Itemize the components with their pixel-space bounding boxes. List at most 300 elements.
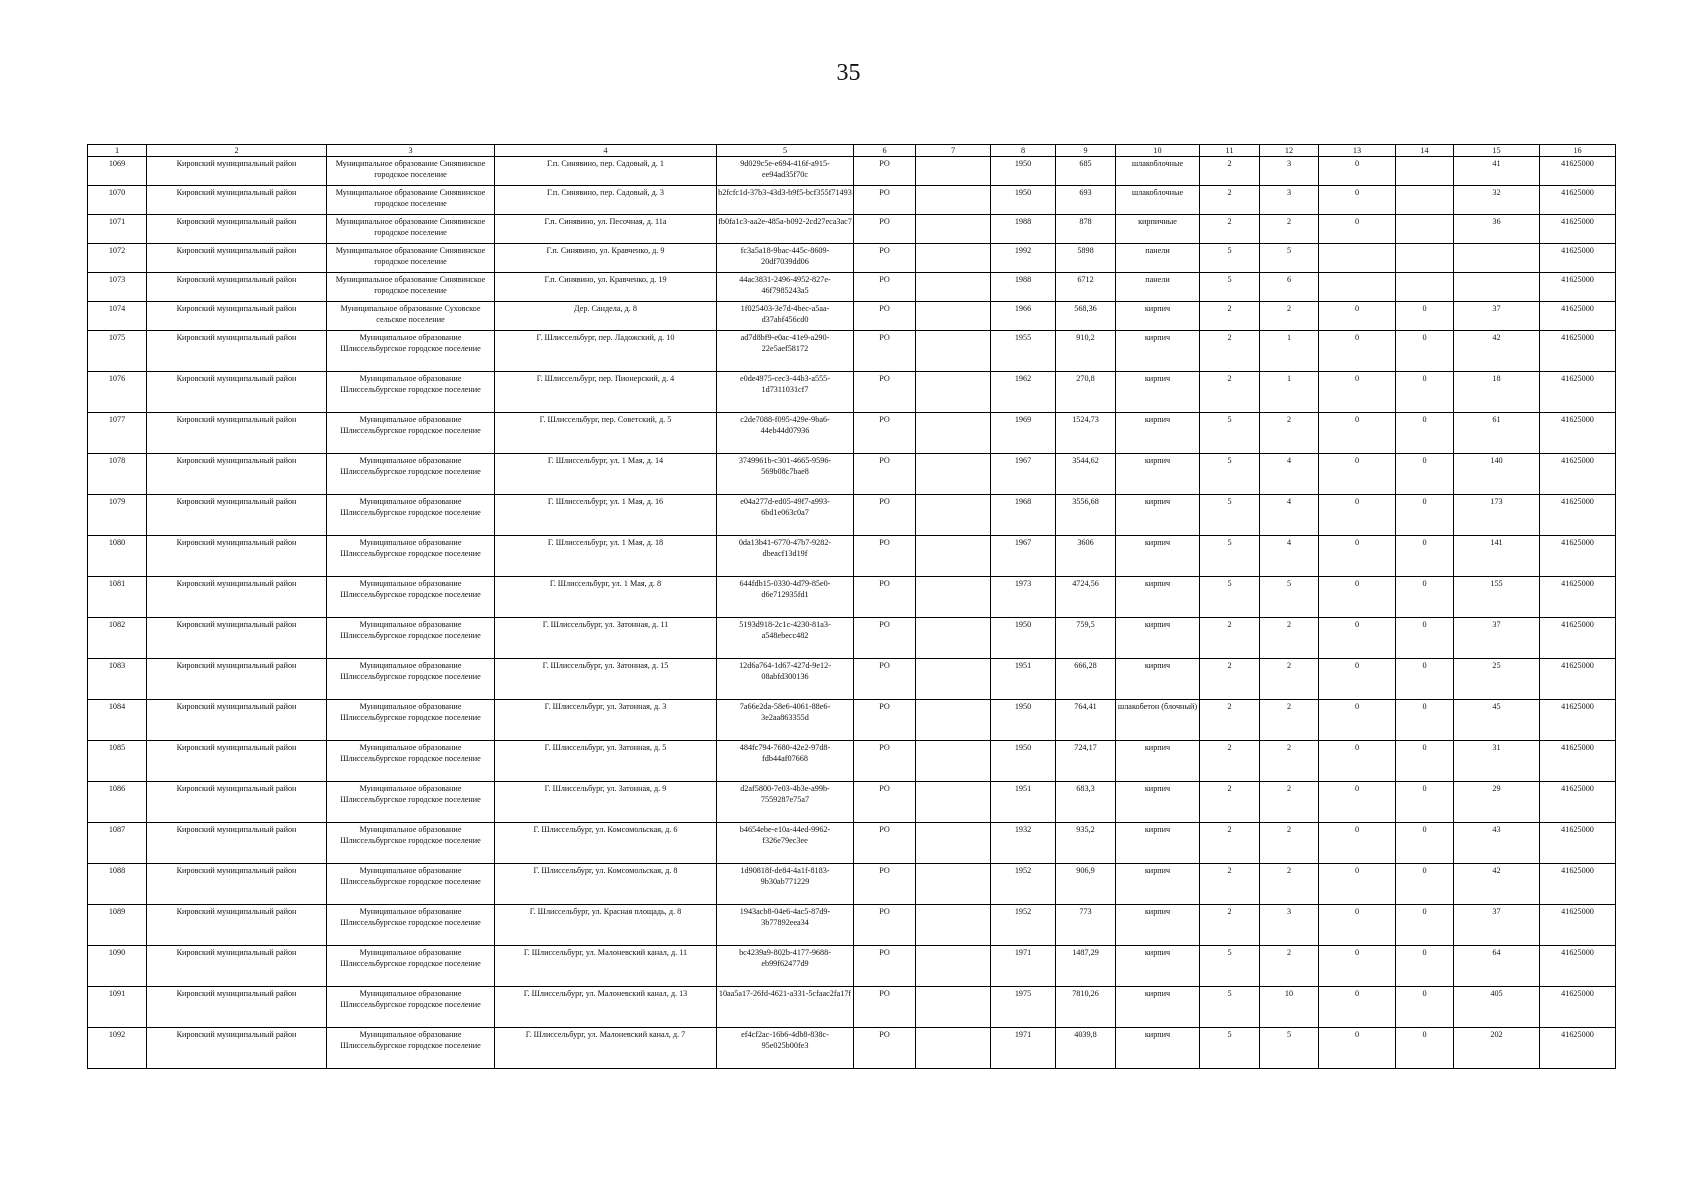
table-row [88,273,1616,302]
column-number-10: 10 [1116,145,1200,157]
table-row [88,302,1616,331]
column-number-7: 7 [916,145,991,157]
table-row [88,864,1616,905]
house-guid-cell: 5193d918-2c1c-4230-81a3-a548ebecc482 [717,618,854,659]
municipality-cell: Муниципальное образование Шлиссельбургское городское поселение [327,495,495,536]
oktmo-code-cell: 41625000 [1540,1028,1616,1069]
area-cell: 568,36 [1056,302,1116,331]
residents-cell: 155 [1454,577,1540,618]
municipality-cell: Муниципальное образование Шлиссельбургское городское поселение [327,782,495,823]
col-14-cell: 0 [1396,905,1454,946]
floors-cell: 5 [1200,1028,1260,1069]
entrances-cell: 2 [1260,823,1319,864]
oktmo-code-cell: 41625000 [1540,700,1616,741]
wall-material-cell: шлакобетон (блочный) [1116,700,1200,741]
area-cell: 685 [1056,157,1116,186]
district-cell: Кировский муниципальный район [147,618,327,659]
col-7-cell [916,215,991,244]
year-built-cell: 1967 [991,454,1056,495]
address-cell: Г. Шлиссельбург, пер. Ладожский, д. 10 [495,331,717,372]
column-number-16: 16 [1540,145,1616,157]
col-7-cell [916,618,991,659]
form-of-management-cell: РО [854,1028,916,1069]
table-row [88,905,1616,946]
col-7-cell [916,157,991,186]
col-13-cell: 0 [1319,946,1396,987]
col-14-cell [1396,244,1454,273]
form-of-management-cell: РО [854,741,916,782]
address-cell: Г. Шлиссельбург, ул. Затонная, д. 11 [495,618,717,659]
entrances-cell: 5 [1260,577,1319,618]
address-cell: Г. Шлиссельбург, ул. Малоневский канал, д. 11 [495,946,717,987]
form-of-management-cell: РО [854,823,916,864]
column-number-15: 15 [1454,145,1540,157]
floors-cell: 2 [1200,741,1260,782]
area-cell: 759,5 [1056,618,1116,659]
house-guid-cell: 12d6a764-1d67-427d-9e12-08abfd300136 [717,659,854,700]
floors-cell: 5 [1200,987,1260,1028]
entrances-cell: 2 [1260,618,1319,659]
column-number-13: 13 [1319,145,1396,157]
residents-cell: 405 [1454,987,1540,1028]
col-13-cell: 0 [1319,823,1396,864]
entrances-cell: 1 [1260,372,1319,413]
municipality-cell: Муниципальное образование Шлиссельбургское городское поселение [327,372,495,413]
area-cell: 7810,26 [1056,987,1116,1028]
district-cell: Кировский муниципальный район [147,413,327,454]
municipality-cell: Муниципальное образование Шлиссельбургское городское поселение [327,700,495,741]
municipality-cell: Муниципальное образование Шлиссельбургское городское поселение [327,946,495,987]
row-number-cell: 1079 [88,495,147,536]
table-row [88,946,1616,987]
year-built-cell: 1975 [991,987,1056,1028]
entrances-cell: 1 [1260,331,1319,372]
form-of-management-cell: РО [854,157,916,186]
floors-cell: 5 [1200,244,1260,273]
residents-cell: 64 [1454,946,1540,987]
row-number-cell: 1087 [88,823,147,864]
col-7-cell [916,454,991,495]
year-built-cell: 1988 [991,215,1056,244]
form-of-management-cell: РО [854,215,916,244]
entrances-cell: 5 [1260,1028,1319,1069]
form-of-management-cell: РО [854,864,916,905]
entrances-cell: 2 [1260,413,1319,454]
entrances-cell: 3 [1260,157,1319,186]
house-guid-cell: d2af5800-7e03-4b3e-a99b-7559287e75a7 [717,782,854,823]
floors-cell: 2 [1200,302,1260,331]
col-13-cell: 0 [1319,618,1396,659]
district-cell: Кировский муниципальный район [147,186,327,215]
residents-cell: 37 [1454,302,1540,331]
table-row [88,186,1616,215]
table-row [88,1028,1616,1069]
col-13-cell: 0 [1319,987,1396,1028]
wall-material-cell: панели [1116,244,1200,273]
table-row [88,157,1616,186]
district-cell: Кировский муниципальный район [147,905,327,946]
oktmo-code-cell: 41625000 [1540,577,1616,618]
table-row [88,413,1616,454]
address-cell: Г. Шлиссельбург, пер. Советский, д. 5 [495,413,717,454]
col-14-cell: 0 [1396,741,1454,782]
municipality-cell: Муниципальное образование Шлиссельбургское городское поселение [327,1028,495,1069]
residents-cell: 42 [1454,864,1540,905]
entrances-cell: 2 [1260,659,1319,700]
col-14-cell: 0 [1396,864,1454,905]
district-cell: Кировский муниципальный район [147,372,327,413]
area-cell: 764,41 [1056,700,1116,741]
house-guid-cell: ad7d8bf9-e0ac-41e9-a290-22e5aef58172 [717,331,854,372]
table-row [88,618,1616,659]
oktmo-code-cell: 41625000 [1540,659,1616,700]
residents-cell: 29 [1454,782,1540,823]
house-guid-cell: 7a66e2da-58e6-4061-88e6-3e2aa863355d [717,700,854,741]
col-7-cell [916,905,991,946]
table-row [88,215,1616,244]
registry-body [88,145,1616,1069]
residents-cell: 25 [1454,659,1540,700]
row-number-cell: 1082 [88,618,147,659]
year-built-cell: 1952 [991,864,1056,905]
oktmo-code-cell: 41625000 [1540,905,1616,946]
floors-cell: 5 [1200,413,1260,454]
year-built-cell: 1969 [991,413,1056,454]
floors-cell: 2 [1200,372,1260,413]
oktmo-code-cell: 41625000 [1540,782,1616,823]
col-14-cell: 0 [1396,1028,1454,1069]
municipality-cell: Муниципальное образование Шлиссельбургское городское поселение [327,536,495,577]
col-7-cell [916,1028,991,1069]
residents-cell: 32 [1454,186,1540,215]
house-guid-cell: e0de4975-cec3-44b3-a555-1d7311031cf7 [717,372,854,413]
residents-cell: 140 [1454,454,1540,495]
floors-cell: 5 [1200,536,1260,577]
district-cell: Кировский муниципальный район [147,700,327,741]
district-cell: Кировский муниципальный район [147,946,327,987]
col-14-cell [1396,186,1454,215]
floors-cell: 2 [1200,186,1260,215]
column-number-12: 12 [1260,145,1319,157]
residents-cell: 42 [1454,331,1540,372]
district-cell: Кировский муниципальный район [147,273,327,302]
row-number-cell: 1086 [88,782,147,823]
house-guid-cell: e04a277d-ed05-49f7-a993-6bd1e063c0a7 [717,495,854,536]
district-cell: Кировский муниципальный район [147,495,327,536]
floors-cell: 2 [1200,823,1260,864]
row-number-cell: 1078 [88,454,147,495]
table-row [88,495,1616,536]
oktmo-code-cell: 41625000 [1540,157,1616,186]
col-13-cell: 0 [1319,905,1396,946]
house-guid-cell: 3749961b-c301-4665-9596-569b08c7bae8 [717,454,854,495]
col-14-cell [1396,215,1454,244]
house-guid-cell: 44ac3831-2496-4952-827e-46f7985243a5 [717,273,854,302]
year-built-cell: 1992 [991,244,1056,273]
form-of-management-cell: РО [854,946,916,987]
wall-material-cell: кирпич [1116,454,1200,495]
house-guid-cell: fc3a5a18-9bac-445c-8609-20df7039dd06 [717,244,854,273]
oktmo-code-cell: 41625000 [1540,186,1616,215]
entrances-cell: 5 [1260,244,1319,273]
area-cell: 3556,68 [1056,495,1116,536]
wall-material-cell: кирпичные [1116,215,1200,244]
residents-cell: 36 [1454,215,1540,244]
address-cell: Г.п. Синявино, пер. Садовый, д. 3 [495,186,717,215]
area-cell: 878 [1056,215,1116,244]
address-cell: Г.п. Синявино, ул. Песочная, д. 11а [495,215,717,244]
col-13-cell: 0 [1319,413,1396,454]
area-cell: 906,9 [1056,864,1116,905]
entrances-cell: 2 [1260,864,1319,905]
address-cell: Г. Шлиссельбург, ул. Малоневский канал, д. 13 [495,987,717,1028]
district-cell: Кировский муниципальный район [147,331,327,372]
col-14-cell: 0 [1396,413,1454,454]
area-cell: 3544,62 [1056,454,1116,495]
area-cell: 4724,56 [1056,577,1116,618]
col-7-cell [916,577,991,618]
house-guid-cell: 644fdb15-0330-4d79-85e0-d6e712935fd1 [717,577,854,618]
col-7-cell [916,372,991,413]
area-cell: 773 [1056,905,1116,946]
area-cell: 683,3 [1056,782,1116,823]
col-14-cell [1396,273,1454,302]
floors-cell: 2 [1200,659,1260,700]
row-number-cell: 1071 [88,215,147,244]
floors-cell: 2 [1200,215,1260,244]
area-cell: 3606 [1056,536,1116,577]
row-number-cell: 1073 [88,273,147,302]
oktmo-code-cell: 41625000 [1540,244,1616,273]
oktmo-code-cell: 41625000 [1540,495,1616,536]
column-number-6: 6 [854,145,916,157]
form-of-management-cell: РО [854,536,916,577]
wall-material-cell: кирпич [1116,302,1200,331]
row-number-cell: 1077 [88,413,147,454]
district-cell: Кировский муниципальный район [147,302,327,331]
row-number-cell: 1085 [88,741,147,782]
wall-material-cell: кирпич [1116,823,1200,864]
oktmo-code-cell: 41625000 [1540,331,1616,372]
col-14-cell: 0 [1396,577,1454,618]
district-cell: Кировский муниципальный район [147,215,327,244]
page-number: 35 [836,60,861,86]
col-14-cell: 0 [1396,946,1454,987]
col-14-cell: 0 [1396,618,1454,659]
residents-cell [1454,244,1540,273]
house-guid-cell: ef4cf2ac-16b6-4db8-838c-95e025b00fe3 [717,1028,854,1069]
column-number-2: 2 [147,145,327,157]
municipality-cell: Муниципальное образование Шлиссельбургское городское поселение [327,577,495,618]
address-cell: Г. Шлиссельбург, ул. Затонная, д. 9 [495,782,717,823]
housing-registry-table [87,144,1616,1069]
col-13-cell: 0 [1319,1028,1396,1069]
wall-material-cell: кирпич [1116,659,1200,700]
col-13-cell: 0 [1319,700,1396,741]
floors-cell: 5 [1200,577,1260,618]
entrances-cell: 2 [1260,946,1319,987]
col-13-cell: 0 [1319,741,1396,782]
form-of-management-cell: РО [854,618,916,659]
area-cell: 270,8 [1056,372,1116,413]
table-row [88,536,1616,577]
oktmo-code-cell: 41625000 [1540,302,1616,331]
municipality-cell: Муниципальное образование Шлиссельбургское городское поселение [327,454,495,495]
house-guid-cell: b2fcfc1d-37b3-43d3-b9f5-bcf355f71493 [717,186,854,215]
address-cell: Г. Шлиссельбург, пер. Пионерский, д. 4 [495,372,717,413]
residents-cell: 202 [1454,1028,1540,1069]
municipality-cell: Муниципальное образование Шлиссельбургское городское поселение [327,413,495,454]
col-7-cell [916,495,991,536]
row-number-cell: 1070 [88,186,147,215]
municipality-cell: Муниципальное образование Шлиссельбургское городское поселение [327,659,495,700]
oktmo-code-cell: 41625000 [1540,536,1616,577]
district-cell: Кировский муниципальный район [147,577,327,618]
wall-material-cell: панели [1116,273,1200,302]
col-13-cell: 0 [1319,864,1396,905]
wall-material-cell: кирпич [1116,372,1200,413]
residents-cell: 61 [1454,413,1540,454]
form-of-management-cell: РО [854,302,916,331]
address-cell: Г. Шлиссельбург, ул. 1 Мая, д. 14 [495,454,717,495]
floors-cell: 2 [1200,157,1260,186]
address-cell: Г. Шлиссельбург, ул. Комсомольская, д. 8 [495,864,717,905]
col-13-cell: 0 [1319,215,1396,244]
col-7-cell [916,273,991,302]
area-cell: 6712 [1056,273,1116,302]
residents-cell: 18 [1454,372,1540,413]
form-of-management-cell: РО [854,331,916,372]
row-number-cell: 1090 [88,946,147,987]
municipality-cell: Муниципальное образование Синявинское городское поселение [327,244,495,273]
wall-material-cell: кирпич [1116,577,1200,618]
col-7-cell [916,331,991,372]
district-cell: Кировский муниципальный район [147,536,327,577]
address-cell: Г. Шлиссельбург, ул. Затонная, д. 15 [495,659,717,700]
entrances-cell: 4 [1260,536,1319,577]
year-built-cell: 1951 [991,782,1056,823]
oktmo-code-cell: 41625000 [1540,454,1616,495]
form-of-management-cell: РО [854,905,916,946]
floors-cell: 5 [1200,273,1260,302]
municipality-cell: Муниципальное образование Шлиссельбургское городское поселение [327,741,495,782]
address-cell: Г. Шлиссельбург, ул. 1 Мая, д. 16 [495,495,717,536]
row-number-cell: 1081 [88,577,147,618]
area-cell: 724,17 [1056,741,1116,782]
col-7-cell [916,700,991,741]
municipality-cell: Муниципальное образование Суховское сельское поселение [327,302,495,331]
floors-cell: 2 [1200,700,1260,741]
house-guid-cell: 1943acb8-04e6-4ac5-87d9-3b77892eea34 [717,905,854,946]
floors-cell: 5 [1200,495,1260,536]
col-14-cell: 0 [1396,372,1454,413]
area-cell: 666,28 [1056,659,1116,700]
year-built-cell: 1950 [991,741,1056,782]
row-number-cell: 1080 [88,536,147,577]
district-cell: Кировский муниципальный район [147,741,327,782]
year-built-cell: 1951 [991,659,1056,700]
year-built-cell: 1932 [991,823,1056,864]
col-13-cell: 0 [1319,782,1396,823]
house-guid-cell: 9d029c5e-e694-416f-a915-ee94ad35f70c [717,157,854,186]
form-of-management-cell: РО [854,454,916,495]
form-of-management-cell: РО [854,244,916,273]
district-cell: Кировский муниципальный район [147,659,327,700]
house-guid-cell: bc4239a9-802b-4177-9688-eb99f62477d9 [717,946,854,987]
entrances-cell: 3 [1260,905,1319,946]
year-built-cell: 1973 [991,577,1056,618]
oktmo-code-cell: 41625000 [1540,864,1616,905]
table-row [88,577,1616,618]
floors-cell: 2 [1200,782,1260,823]
form-of-management-cell: РО [854,987,916,1028]
row-number-cell: 1072 [88,244,147,273]
address-cell: Г. Шлиссельбург, ул. Затонная, д. 3 [495,700,717,741]
year-built-cell: 1950 [991,186,1056,215]
form-of-management-cell: РО [854,413,916,454]
area-cell: 4039,8 [1056,1028,1116,1069]
col-7-cell [916,302,991,331]
year-built-cell: 1971 [991,946,1056,987]
year-built-cell: 1950 [991,700,1056,741]
residents-cell: 41 [1454,157,1540,186]
oktmo-code-cell: 41625000 [1540,618,1616,659]
wall-material-cell: кирпич [1116,413,1200,454]
year-built-cell: 1950 [991,157,1056,186]
house-guid-cell: b4654ebe-e10a-44ed-9962-f326e79ec3ee [717,823,854,864]
col-14-cell: 0 [1396,536,1454,577]
table-row [88,244,1616,273]
col-13-cell: 0 [1319,577,1396,618]
column-number-11: 11 [1200,145,1260,157]
district-cell: Кировский муниципальный район [147,987,327,1028]
col-13-cell: 0 [1319,186,1396,215]
entrances-cell: 6 [1260,273,1319,302]
address-cell: Г. Шлиссельбург, ул. 1 Мая, д. 18 [495,536,717,577]
house-guid-cell: 10aa5a17-26fd-4621-a331-5cfaac2fa17f [717,987,854,1028]
form-of-management-cell: РО [854,273,916,302]
entrances-cell: 10 [1260,987,1319,1028]
col-7-cell [916,864,991,905]
col-7-cell [916,536,991,577]
address-cell: Г. Шлиссельбург, ул. Затонная, д. 5 [495,741,717,782]
address-cell: Г. Шлиссельбург, ул. 1 Мая, д. 8 [495,577,717,618]
residents-cell: 31 [1454,741,1540,782]
wall-material-cell: кирпич [1116,905,1200,946]
year-built-cell: 1955 [991,331,1056,372]
year-built-cell: 1950 [991,618,1056,659]
residents-cell: 173 [1454,495,1540,536]
wall-material-cell: кирпич [1116,1028,1200,1069]
col-13-cell: 0 [1319,536,1396,577]
municipality-cell: Муниципальное образование Синявинское городское поселение [327,273,495,302]
col-13-cell: 0 [1319,372,1396,413]
residents-cell: 43 [1454,823,1540,864]
floors-cell: 2 [1200,618,1260,659]
address-cell: Г. Шлиссельбург, ул. Малоневский канал, д. 7 [495,1028,717,1069]
oktmo-code-cell: 41625000 [1540,987,1616,1028]
column-number-1: 1 [88,145,147,157]
year-built-cell: 1962 [991,372,1056,413]
col-13-cell: 0 [1319,454,1396,495]
col-14-cell: 0 [1396,495,1454,536]
municipality-cell: Муниципальное образование Шлиссельбургское городское поселение [327,905,495,946]
col-7-cell [916,244,991,273]
area-cell: 5898 [1056,244,1116,273]
floors-cell: 2 [1200,331,1260,372]
municipality-cell: Муниципальное образование Шлиссельбургское городское поселение [327,864,495,905]
wall-material-cell: кирпич [1116,946,1200,987]
